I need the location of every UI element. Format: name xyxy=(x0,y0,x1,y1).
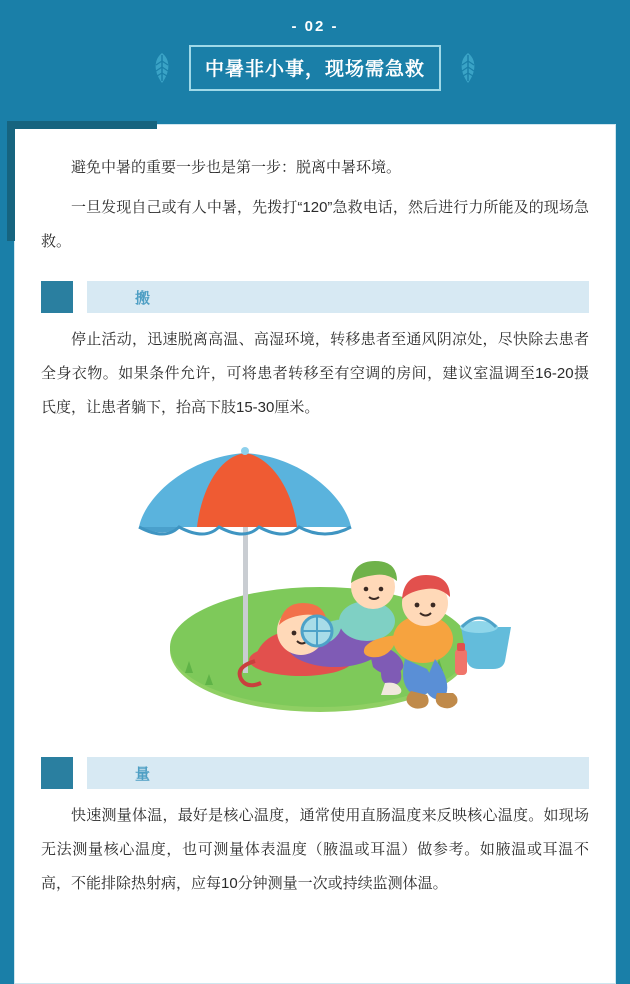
leaf-icon xyxy=(149,51,175,85)
section-marker-square xyxy=(41,281,73,313)
section-label: 搬 xyxy=(135,289,152,307)
card-accent-side xyxy=(7,121,15,241)
leaf-icon xyxy=(455,51,481,85)
content-card-wrap xyxy=(14,124,616,972)
section-text-ban: 停止活动，迅速脱离高温、高湿环境，转移患者至通风阴凉处，尽快除去患者全身衣物。如果条件允许，可将患者转移至有空调的房间，建议室温调至16-20摄氏度，让患者躺下，抬高下肢15-30厘米。 xyxy=(41,331,589,416)
section-title-bar xyxy=(87,281,589,313)
section-label: 量 xyxy=(135,765,152,783)
card-body xyxy=(15,125,615,915)
section-marker-square xyxy=(41,757,73,789)
header-title-box xyxy=(189,45,441,91)
page-number: - 02 - xyxy=(291,18,339,35)
section-header-ban xyxy=(41,281,589,313)
title-row xyxy=(0,45,630,91)
card-accent-bar xyxy=(7,121,157,129)
page-title: 中暑非小事，现场需急救 xyxy=(204,59,425,80)
children-under-parasol-illustration xyxy=(41,435,589,735)
section-title-bar xyxy=(87,757,589,789)
section-text-liang: 快速测量体温，最好是核心温度，通常使用直肠温度来反映核心温度。如现场无法测量核心温度，也可测量体表温度（腋温或耳温）做参考。如腋温或耳温不高，不能排除热射病，应每10分钟测量一次或持续监测体温。 xyxy=(41,807,589,892)
bottom-spacer xyxy=(41,901,589,915)
paragraph-intro-1: 避免中暑的重要一步也是第一步：脱离中暑环境。 xyxy=(71,159,402,176)
page-header xyxy=(0,0,630,128)
paragraph-intro-2: 一旦发现自己或有人中暑，先拨打“120”急救电话，然后进行力所能及的现场急救。 xyxy=(41,199,589,250)
content-card xyxy=(14,124,616,984)
section-header-liang xyxy=(41,757,589,789)
